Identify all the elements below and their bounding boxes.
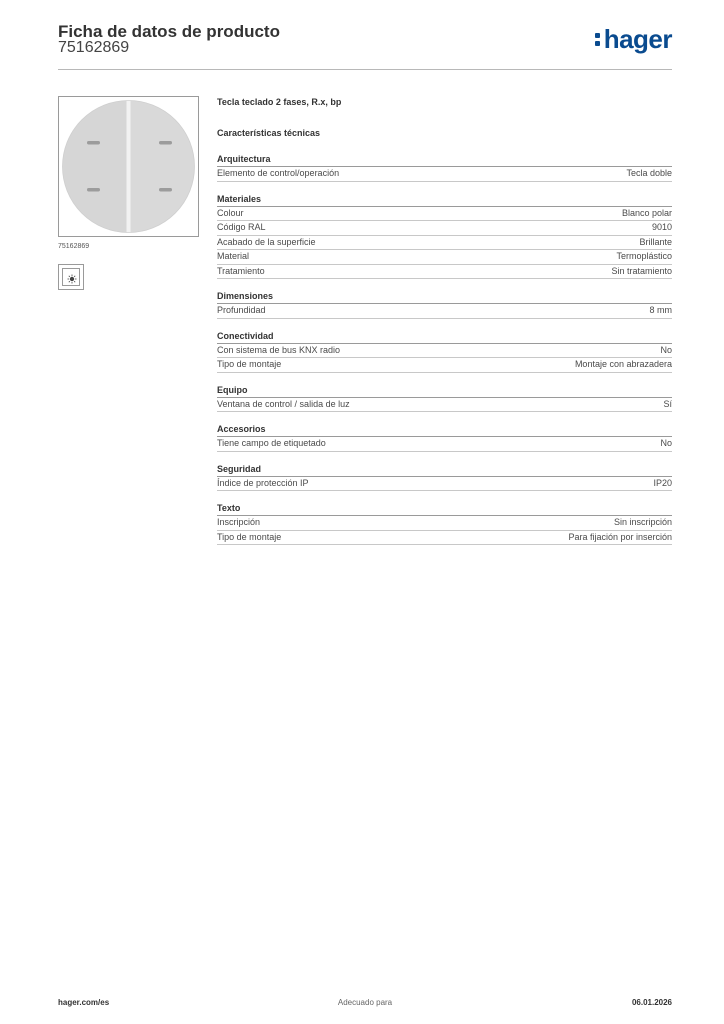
spec-row <box>217 207 672 222</box>
spec-row <box>217 477 672 492</box>
footer-center-text: Adecuado para <box>337 998 393 1007</box>
spec-label: Índice de protección IP <box>217 477 309 488</box>
hager-logo <box>595 24 672 55</box>
product-image-caption: 75162869 <box>58 243 90 250</box>
symbol-frame <box>58 264 84 290</box>
spec-section <box>217 384 672 413</box>
spec-value: IP20 <box>653 477 672 488</box>
spec-label: Inscripción <box>217 517 261 527</box>
spec-section <box>217 153 672 182</box>
product-specs <box>217 97 672 545</box>
spec-row <box>217 516 672 531</box>
spec-section <box>217 193 672 280</box>
spec-value: Blanco polar <box>621 207 672 218</box>
spec-value: Tecla doble <box>626 168 672 178</box>
spec-value: Termoplástico <box>616 251 672 261</box>
spec-section <box>217 423 672 452</box>
spec-sections <box>217 153 672 545</box>
spec-row <box>217 344 672 359</box>
spec-section <box>217 502 672 545</box>
spec-value: 9010 <box>651 222 672 232</box>
spec-row <box>217 250 672 265</box>
spec-label: Acabado de la superficie <box>217 236 316 247</box>
logo-dots-icon <box>595 30 602 46</box>
spec-value: No <box>660 344 672 355</box>
spec-label: Profundidad <box>217 305 266 315</box>
spec-label: Material <box>217 251 250 261</box>
double-rocker-key-image <box>59 97 198 236</box>
section-heading: Arquitectura <box>217 153 672 167</box>
spec-row <box>217 265 672 280</box>
footer-date: 06.01.2026 <box>631 998 672 1007</box>
spec-label: Con sistema de bus KNX radio <box>217 344 341 355</box>
page-header <box>58 20 672 70</box>
spec-value: Brillante <box>639 236 672 247</box>
product-number: 75162869 <box>58 39 130 56</box>
spec-value: 8 mm <box>649 305 672 315</box>
section-heading: Conectividad <box>217 330 672 344</box>
spec-value: No <box>660 438 672 448</box>
footer-website: hager.com/es <box>58 998 110 1007</box>
section-heading: Materiales <box>217 193 672 207</box>
spec-label: Tratamiento <box>217 265 265 276</box>
tech-specs-title: Características técnicas <box>217 128 321 138</box>
spec-value: Sin inscripción <box>613 517 672 527</box>
spec-value: Para fijación por inserción <box>568 531 672 542</box>
page-title: Ficha de datos de producto <box>58 22 280 41</box>
spec-label: Código RAL <box>217 222 266 232</box>
spec-section <box>217 330 672 373</box>
spec-row <box>217 531 672 546</box>
section-heading: Seguridad <box>217 463 672 477</box>
spec-label: Tiene campo de etiquetado <box>217 438 326 448</box>
spec-label: Colour <box>217 207 244 218</box>
section-heading: Accesorios <box>217 423 672 437</box>
spec-row <box>217 221 672 236</box>
spec-row <box>217 437 672 452</box>
section-heading: Dimensiones <box>217 290 672 304</box>
spec-row <box>217 398 672 413</box>
spec-value: Sí <box>663 398 672 409</box>
product-image-frame <box>58 96 199 237</box>
spec-section <box>217 290 672 319</box>
spec-label: Tipo de montaje <box>217 359 282 369</box>
section-heading: Texto <box>217 502 672 516</box>
spec-row <box>217 167 672 182</box>
spec-label: Ventana de control / salida de luz <box>217 398 350 409</box>
spec-value: Sin tratamiento <box>611 265 672 276</box>
section-heading: Equipo <box>217 384 672 398</box>
spec-section <box>217 463 672 492</box>
spec-label: Tipo de montaje <box>217 531 282 542</box>
spec-row <box>217 236 672 251</box>
light-symbol-icon <box>59 265 83 289</box>
spec-value: Montaje con abrazadera <box>574 359 672 369</box>
product-name: Tecla teclado 2 fases, R.x, bp <box>217 97 342 107</box>
logo-text: hager <box>603 24 672 54</box>
spec-label: Elemento de control/operación <box>217 168 340 178</box>
spec-row <box>217 304 672 319</box>
spec-row <box>217 358 672 373</box>
